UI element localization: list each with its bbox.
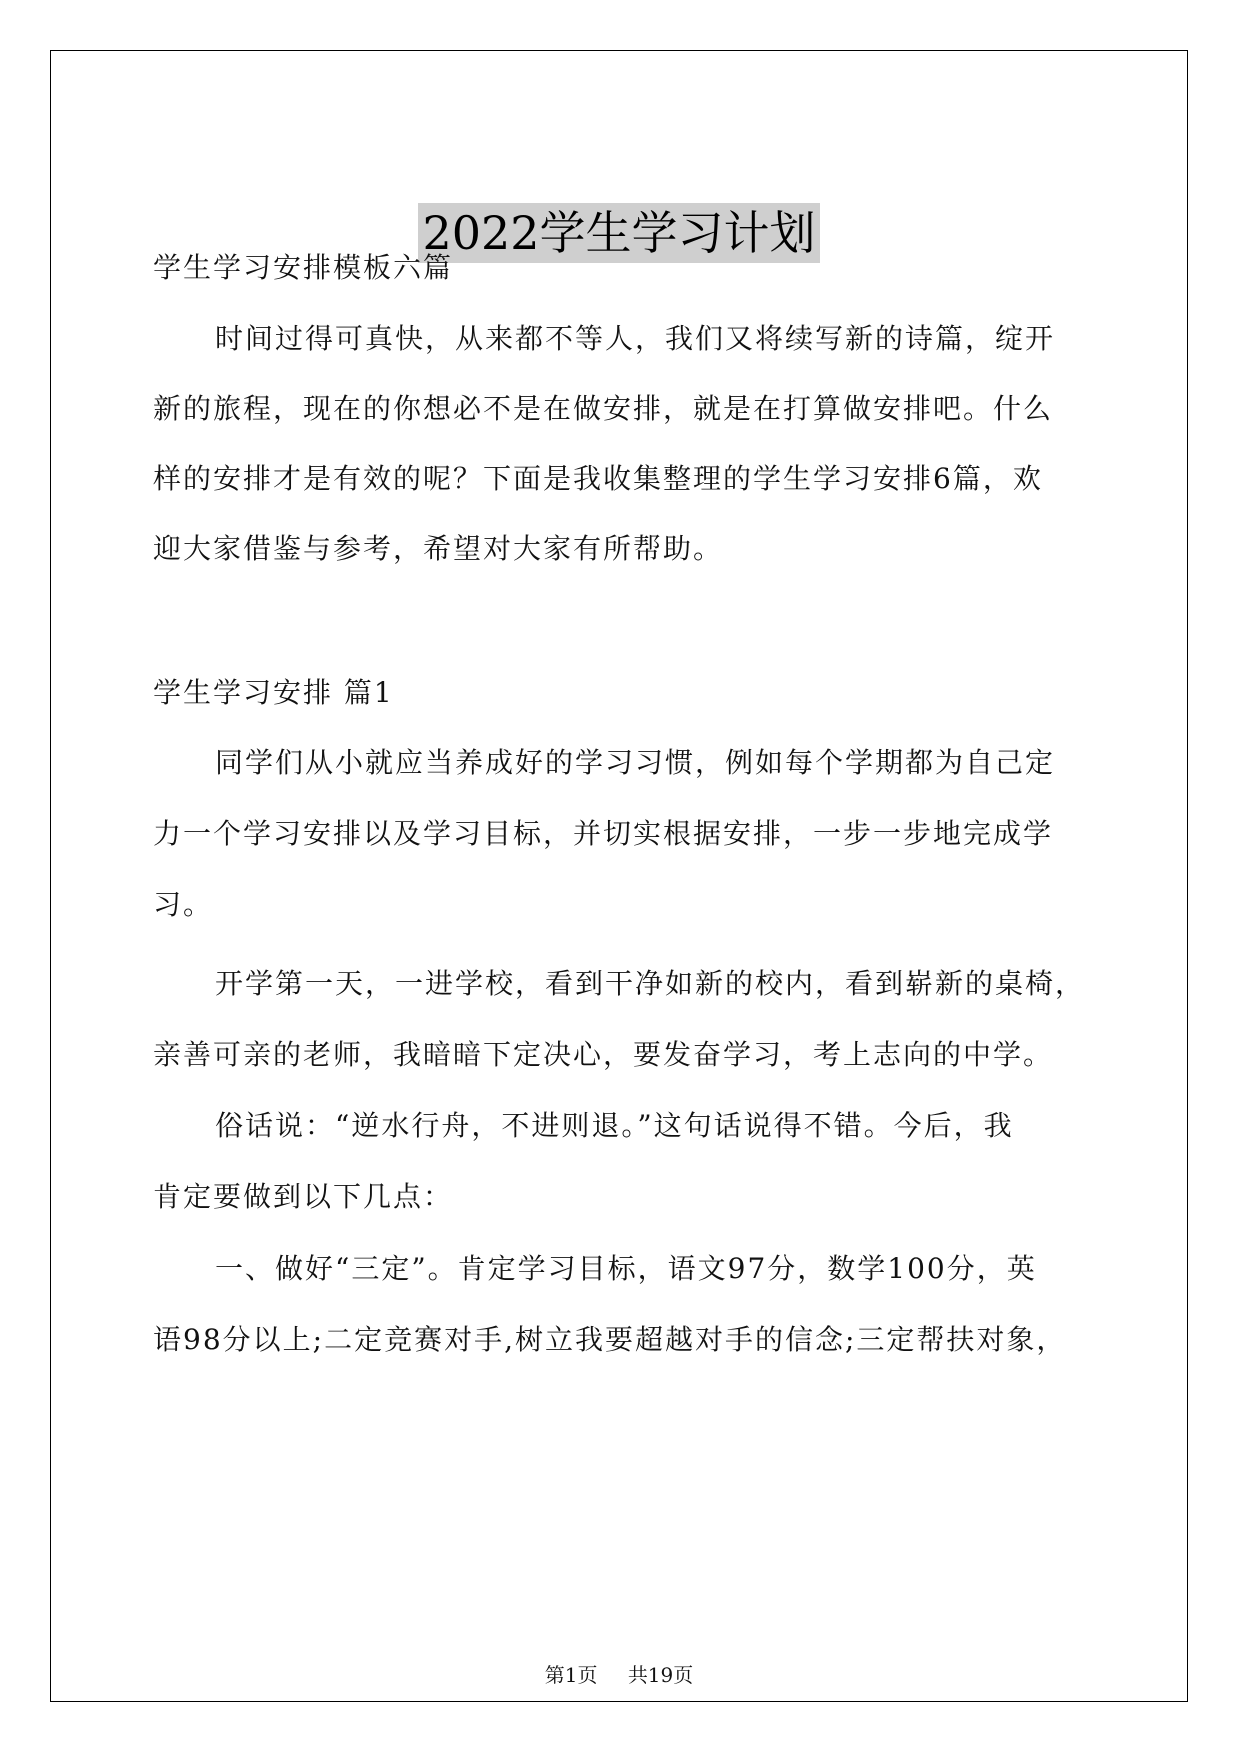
paragraph-line: 开学第一天，一进学校，看到干净如新的校内，看到崭新的桌椅， [215, 967, 1086, 1000]
paragraph-line: 新的旅程，现在的你想必不是在做安排，就是在打算做安排吧。什么 [153, 392, 1054, 425]
paragraph-line: 迎大家借鉴与参考，希望对大家有所帮助。 [153, 532, 724, 565]
paragraph-line: 同学们从小就应当养成好的学习习惯，例如每个学期都为自己定 [215, 746, 1056, 779]
document-title: 2022学生学习计划 [418, 203, 819, 263]
paragraph-line: 样的安排才是有效的呢？下面是我收集整理的学生学习安排6篇，欢 [153, 462, 1043, 495]
document-page [50, 50, 1188, 1702]
paragraph-line: 亲善可亲的老师，我暗暗下定决心，要发奋学习，考上志向的中学。 [153, 1038, 1054, 1071]
paragraph-line: 习。 [153, 888, 214, 921]
page-total: 共19页 [627, 1663, 694, 1687]
page-number: 第1页 [544, 1663, 598, 1687]
paragraph-line: 一、做好“三定”。肯定学习目标，语文97分，数学100分，英 [215, 1252, 1037, 1285]
paragraph-line: 肯定要做到以下几点： [153, 1180, 454, 1213]
section-heading: 学生学习安排 篇1 [153, 676, 394, 709]
page-footer [51, 1659, 1187, 1688]
subtitle-line: 学生学习安排模板六篇 [153, 251, 454, 284]
paragraph-line: 力一个学习安排以及学习目标，并切实根据安排，一步一步地完成学 [153, 817, 1054, 850]
paragraph-line: 语98分以上;二定竞赛对手,树立我要超越对手的信念;三定帮扶对象， [153, 1323, 1067, 1356]
paragraph-line: 俗话说：“逆水行舟，不进则退。”这句话说得不错。今后，我 [215, 1109, 1014, 1142]
paragraph-line: 时间过得可真快，从来都不等人，我们又将续写新的诗篇，绽开 [215, 322, 1056, 355]
